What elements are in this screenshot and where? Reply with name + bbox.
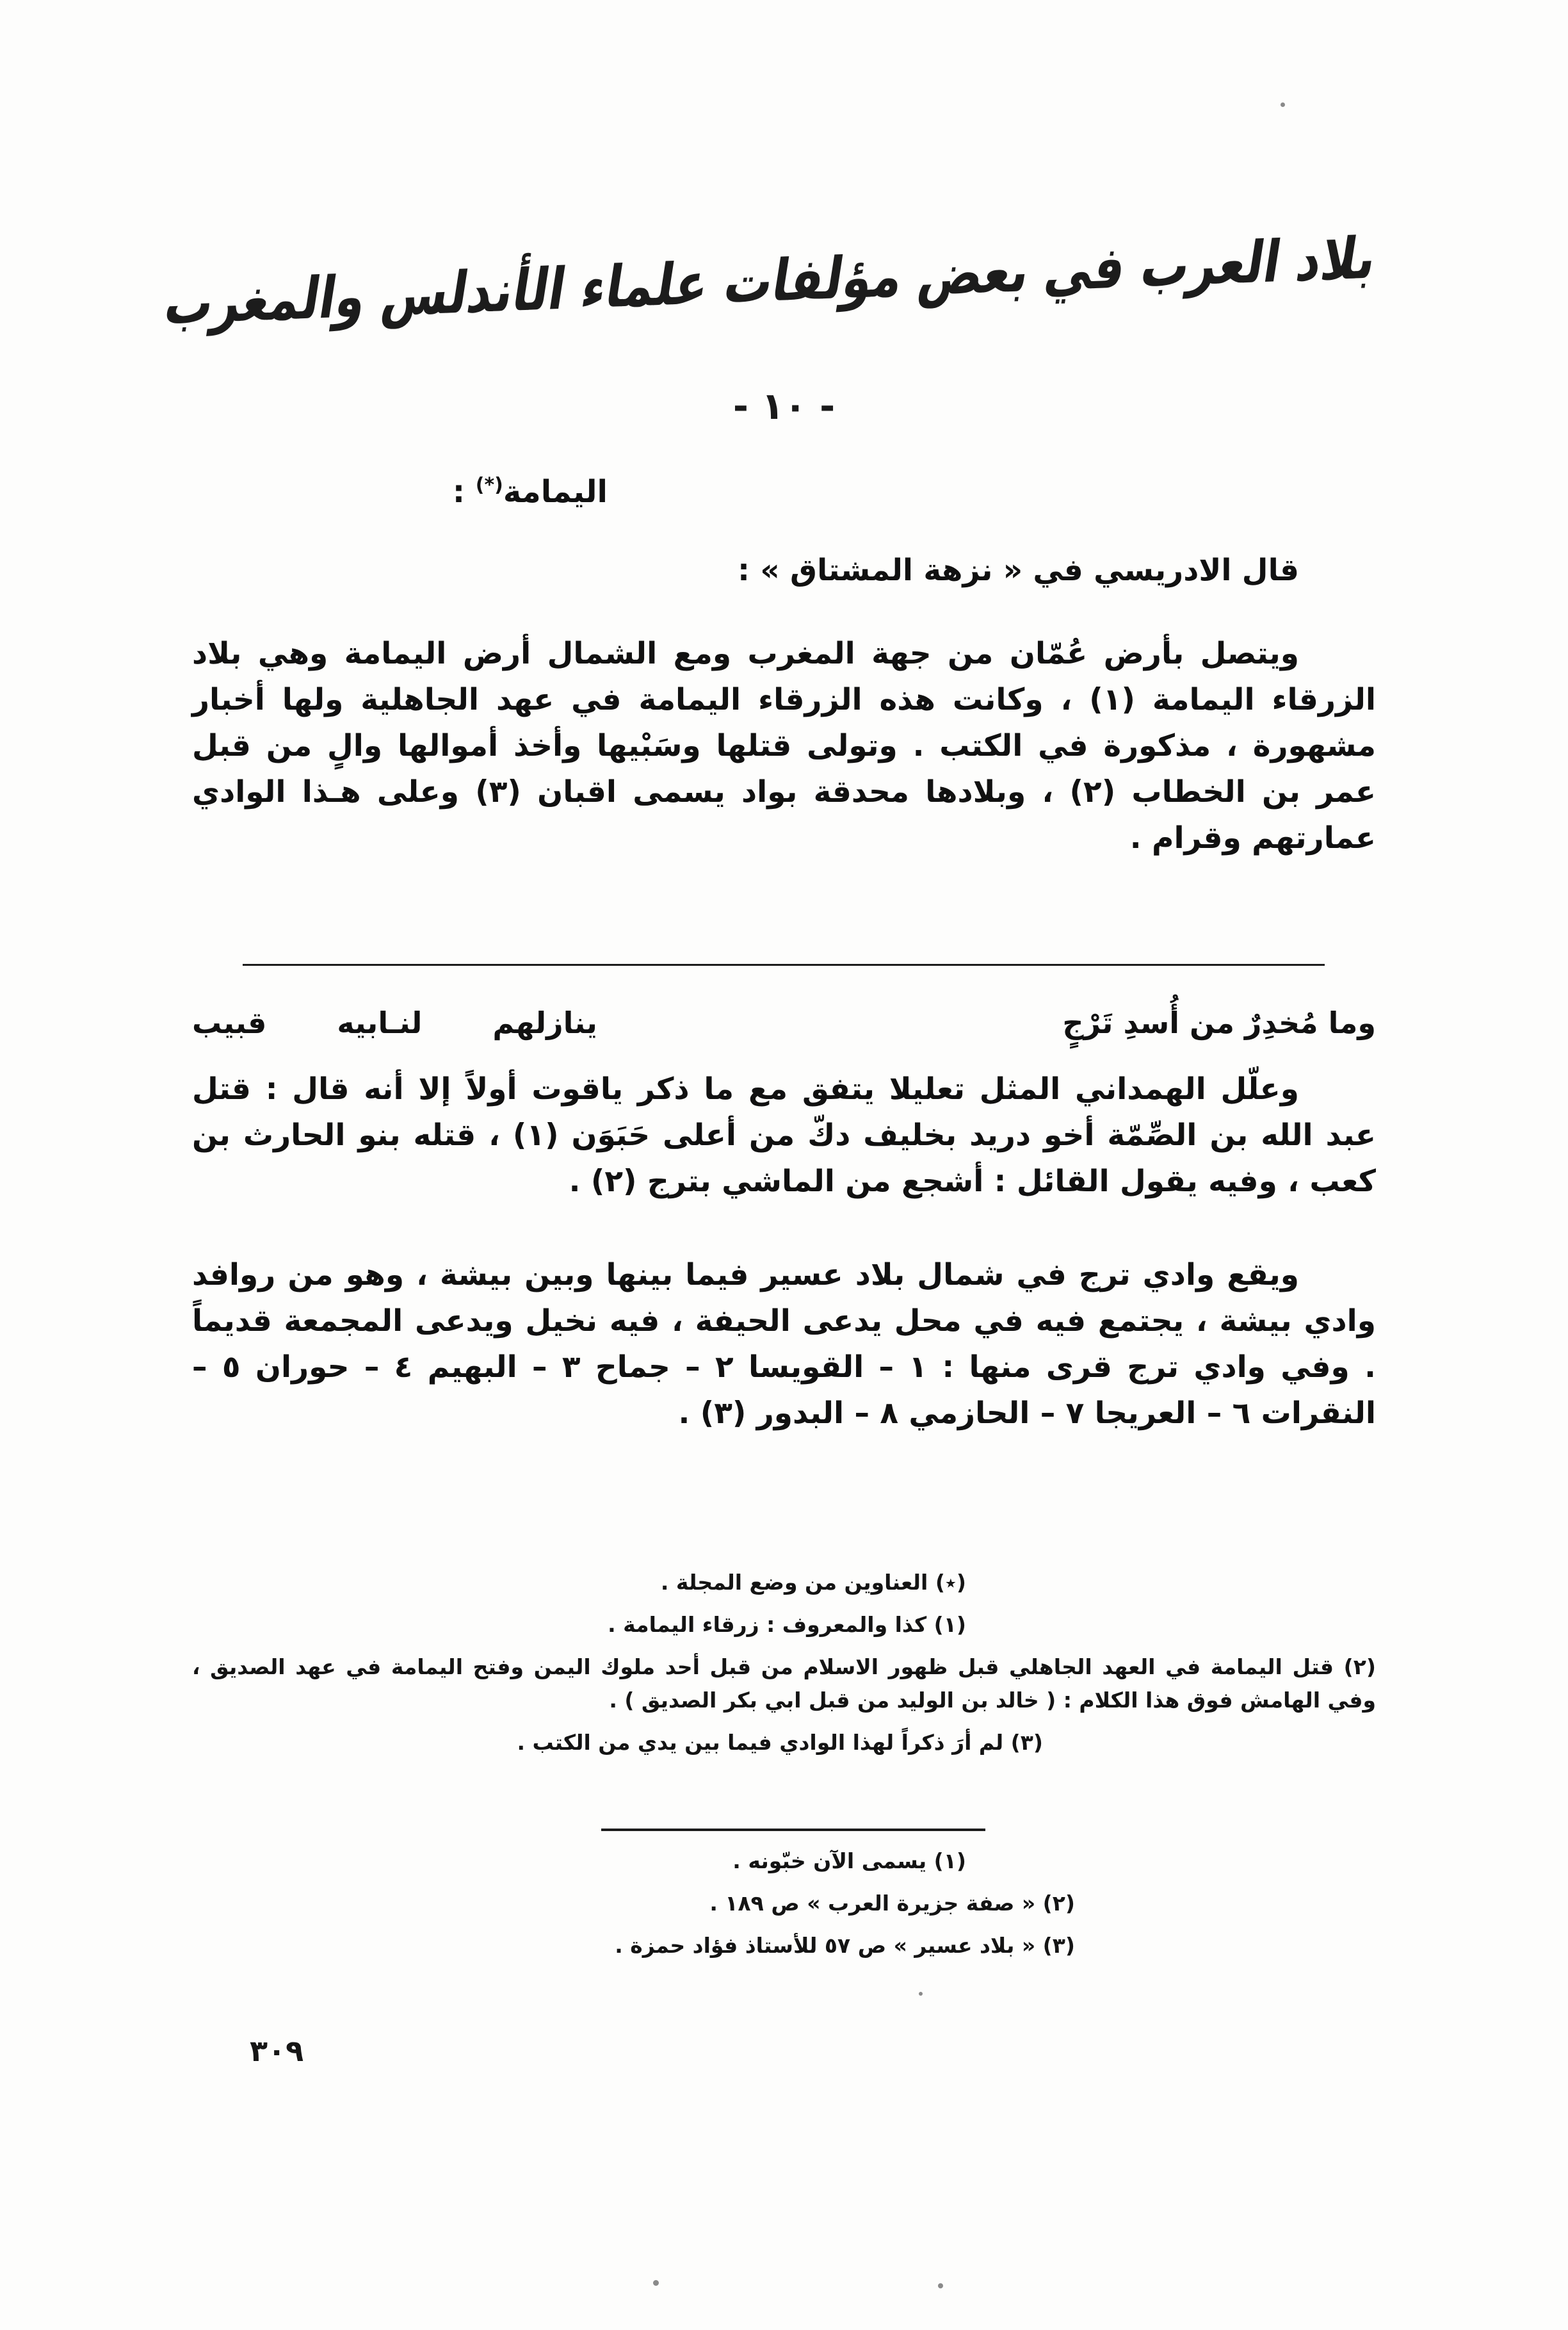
attribution-block (192, 548, 1376, 598)
heading-footnote-marker: (*) (475, 474, 503, 496)
scan-speck (919, 1992, 923, 1996)
footnote-2-lower: (٢) « صفة جزيرة العرب » ص ١٨٩ . (709, 1891, 1075, 1916)
page-number: ٣٠٩ (250, 2033, 304, 2068)
verse-hemistich-second (192, 1006, 597, 1040)
footnote-3-upper: (٣) لم أرَ ذكراً لهذا الوادي فيما بين يدي من الكتب . (517, 1730, 1043, 1755)
footnote-1-upper: (١) كذا والمعروف : زرقاء اليمامة . (608, 1612, 966, 1637)
scan-speck (653, 2280, 659, 2286)
section-heading-text: اليمامة (503, 474, 608, 510)
running-title-text: بلاد العرب في بعض مؤلفات علماء الأندلس والمغرب (160, 224, 1382, 338)
scan-speck (938, 2283, 943, 2288)
paragraph-three (192, 1252, 1376, 1440)
verse-line (192, 1006, 1376, 1040)
paragraph-one-text: ويتصل بأرض عُمّان من جهة المغرب ومع الشمال أرض اليمامة وهي بلاد الزرقاء اليمامة (١) ، وكانت هذه الزرقاء اليمامة في عهد الجاهلية ولها أخبار مشهورة ، مذكورة في الكتب . وتولى قتلها وسَبْيها وأخذ أموالها والٍ من قبل عمر بن الخطاب (٢) ، وبلادها محدقة بواد يسمى اقبان (٣) وعلى هـذا الوادي عمارتهم وقرام . (192, 636, 1376, 856)
section-heading (192, 474, 1376, 510)
verse-word-a: ينازلهم (492, 1006, 597, 1040)
verse-word-b: لنـابيه (337, 1006, 423, 1040)
section-number: - ١٠ - (732, 384, 836, 428)
paragraph-three-text: ويقع وادي ترج في شمال بلاد عسير فيما بينها وبين بيشة ، وهو من روافد وادي بيشة ، يجتمع فيه في محل يدعى الحيفة ، فيه نخيل ويدعى المجمعة قديماً . وفي وادي ترج قرى منها : ١ – القويسا ٢ – جماح ٣ – البهيم ٤ – حوران ٥ – النقرات ٦ – العريجا ٧ – الحازمي ٨ – البدور (٣) . (192, 1257, 1376, 1431)
verse-hemistich-first: وما مُخدِرٌ من أُسدِ تَرْجٍ (1062, 1006, 1376, 1040)
footnote-3-lower: (٣) « بلاد عسير » ص ٥٧ للأستاذ فؤاد حمزة . (615, 1933, 1075, 1958)
footnote-asterisk: (٭) العناوين من وضع المجلة . (660, 1570, 966, 1595)
divider-rule-lower (601, 1829, 985, 1831)
heading-colon: : (452, 474, 465, 510)
paragraph-two (192, 1066, 1376, 1209)
verse-word-c: قبيب (192, 1006, 267, 1040)
paragraph-one (192, 631, 1376, 865)
footnotes-upper (192, 1566, 1376, 1768)
running-title (160, 224, 1382, 338)
paragraph-two-text: وعلّل الهمداني المثل تعليلا يتفق مع ما ذكر ياقوت أولاً إلا أنه قال : قتل عبد الله بن الصِّمّة أخو دريد بخليف دكّ من أعلى حَبَوَن (١) ، قتله بنو الحارث بن كعب ، وفيه يقول القائل : أشجع من الماشي بترج (٢) . (192, 1071, 1376, 1199)
footnote-1-lower: (١) يسمى الآن خبّونه . (732, 1848, 966, 1873)
scan-speck (1281, 102, 1285, 107)
divider-rule-upper (243, 964, 1325, 966)
footnotes-lower (192, 1845, 1376, 1971)
footnote-2-upper: (٢) قتل اليمامة في العهد الجاهلي قبل ظهور الاسلام من قبل أحد ملوك اليمن وفتح اليمامة في عهد الصديق ، وفي الهامش فوق هذا الكلام : ( خالد بن الوليد من قبل ابي بكر الصديق ) . (192, 1654, 1376, 1713)
attribution-line: قال الادريسي في « نزهة المشتاق » : (738, 553, 1299, 588)
